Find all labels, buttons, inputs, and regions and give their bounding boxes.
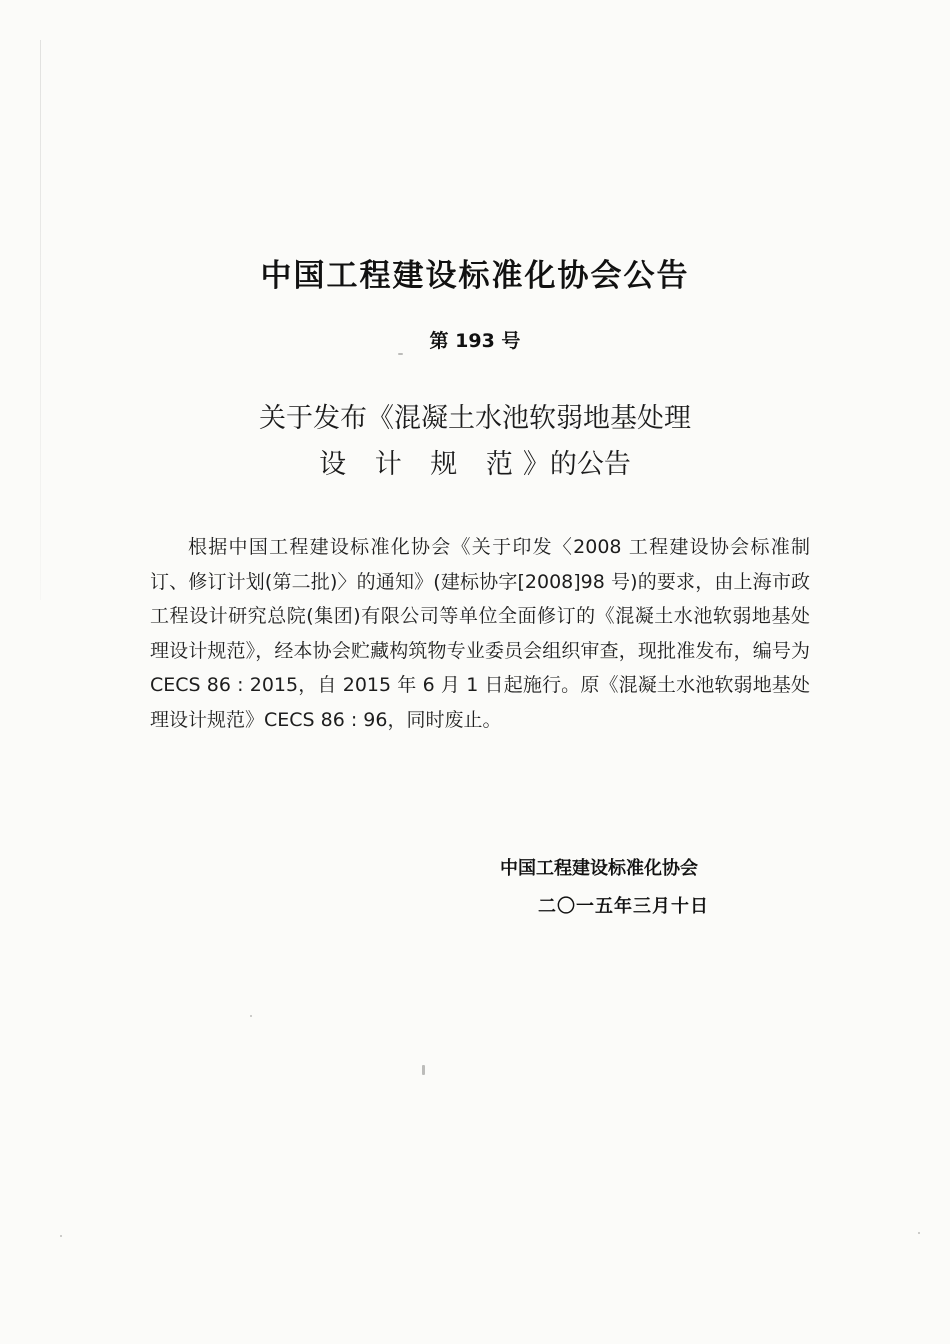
announcement-body: 根据中国工程建设标准化协会《关于印发〈2008 工程建设协会标准制订、修订计划(第二批)〉的通知》(建标协字[2008]98 号)的要求，由上海市政工程设计研究总院(集团)有限公司等单位全面修订的《混凝土水池软弱地基处理设计规范》，经本协会贮藏构筑物专业委员会组织审查，现批准发布，编号为 CECS 86 : 2015，自 2015 年 6 月 1 日起施行。原《混凝土水池软弱地基处理设计规范》CECS 86 : 96，同时废止。	[150, 536, 810, 731]
announcement-title: 中国工程建设标准化协会公告	[260, 258, 690, 294]
subject-line-2-rest: 》的公告	[522, 449, 631, 480]
subject-spaced-text: 设 计 规 范	[319, 449, 523, 480]
signature-date: 二〇一五年三月十日	[538, 896, 709, 917]
announcement-subject	[0, 396, 950, 488]
scan-speck	[918, 1232, 920, 1234]
scan-speck	[398, 353, 403, 355]
scan-speck	[60, 1235, 62, 1237]
notice-number: 第 193 号	[429, 330, 521, 352]
scan-edge-mark	[40, 40, 41, 600]
signature-block	[500, 850, 820, 926]
subject-line-2	[0, 442, 950, 488]
subject-line-1: 关于发布《混凝土水池软弱地基处理	[259, 403, 691, 434]
scan-speck	[422, 1065, 425, 1075]
signature-organization: 中国工程建设标准化协会	[500, 858, 698, 879]
scan-speck	[250, 1015, 252, 1017]
